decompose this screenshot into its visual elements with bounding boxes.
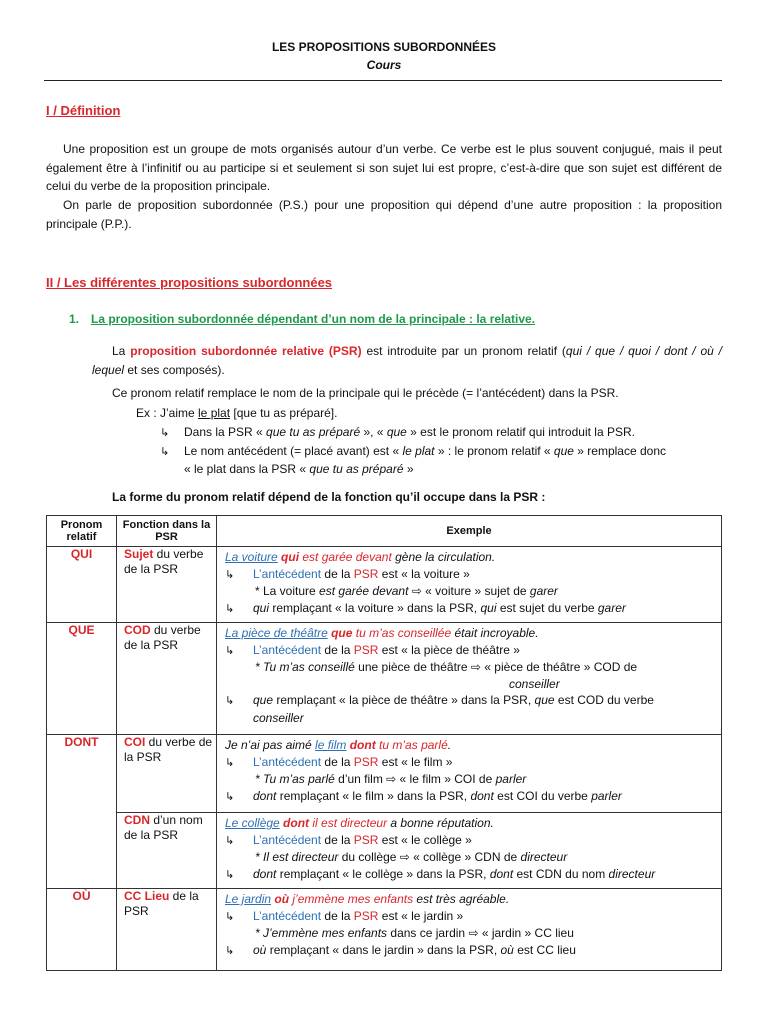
ex-que-l2 [225,642,715,660]
example-bullet-2-cont [184,462,414,476]
cdn-l2a: L’antécédent [253,832,322,847]
ou-l4a: où [253,942,267,957]
que-l4c: que [534,693,555,707]
ex-coi-s2: le film [315,738,347,752]
cdn-l4b: remplaçant « le collège » dans la PSR, [276,866,490,881]
ex-qui-l2 [225,566,715,584]
qui-l2a: L’antécédent [253,566,322,581]
subsection-number: 1. [69,312,80,326]
arrow-icon: ↳ [225,568,235,581]
relative-pronoun-table [46,515,722,971]
ex-que-s1: La pièce de théâtre [225,626,328,640]
ex-ou-l3 [225,925,715,942]
doc-title: LES PROPOSITIONS SUBORDONNÉES [271,40,497,54]
ou-l2a: L’antécédent [253,908,322,923]
coi-l3a: * Tu m’as parlé [255,772,335,786]
fonction-dont-cdn [117,813,217,889]
b2-g: que tu as préparé [309,462,404,476]
forme-sentence: La forme du pronom relatif dépend de la fonction qu’il occupe dans la PSR : [112,490,546,504]
b1-d: que [386,425,407,439]
b2-f: « le plat dans la PSR « [184,462,310,476]
arrow-icon: ↳ [225,910,235,923]
ex-cdn-s3: il est directeur [309,816,388,830]
subsection-1-heading [69,312,535,326]
cdn-l3c: directeur [520,850,568,864]
exemple-dont-coi [217,735,722,813]
exemple-qui [217,547,722,623]
example-text-a: Ex : J’aime [136,406,199,420]
qui-l4b: remplaçant « la voiture » dans la PSR, [269,600,481,615]
fonction-dont-coi [117,735,217,813]
cdn-l4e: directeur [608,866,656,881]
arrow-icon: ↳ [225,756,235,769]
qui-l3d: garer [529,584,558,598]
header-pronom: Pronom relatif [47,516,117,547]
ex-cdn-l2 [225,832,715,850]
fn-cdn-a: CDN [124,813,150,827]
exemple-dont-cdn [217,813,722,889]
cdn-l4d: est CDN du nom [513,866,609,881]
fonction-ou [117,889,217,971]
table-row-ou [47,889,722,971]
fn-qui-a: Sujet [124,547,154,561]
cdn-l3a: * Il est directeur [255,850,339,864]
coi-l2c: PSR [353,754,379,769]
pronom-ou: OÙ [47,889,117,971]
arrow-icon: ↳ [225,868,235,881]
arrow-icon: ↳ [160,427,170,439]
ex-coi-sentence [225,737,715,754]
que-l4a: que [253,693,274,707]
arrow-icon: ↳ [225,695,235,707]
ex-que-l3 [225,659,715,676]
ex-ou-s2: où [271,892,290,906]
antecedent-rule: Ce pronom relatif remplace le nom de la principale qui le précède (= l’antécédent) dans la PSR. [112,386,619,400]
ex-que-s3: tu m’as conseillée [352,626,452,640]
ou-l2d: est « le jardin » [378,908,464,923]
fn-ou-a: CC Lieu [124,889,170,903]
table-row-dont-coi [47,735,722,813]
intro-text-a: La [112,344,131,358]
coi-l4a: dont [253,788,277,803]
ex-ou-s1: Le jardin [225,892,272,906]
intro-text-f: et ses composés). [124,362,225,377]
ex-coi-s3: dont [346,738,376,752]
coi-l4b: remplaçant « le film » dans la PSR, [276,788,471,803]
b1-e: » est le pronom relatif qui introduit la PSR. [406,425,635,439]
cdn-l2b: de la [321,832,354,847]
ex-que-l4 [225,692,715,710]
ex-que-sentence [225,625,715,642]
ex-qui-l4 [225,600,715,618]
ex-coi-s1: Je n’ai pas aimé [225,738,316,752]
exemple-que [217,623,722,735]
fn-ou-b: de la PSR [124,889,199,918]
ex-qui-s4: gène la circulation. [391,550,496,564]
intro-text-c: est introduite par un pronom relatif ( [361,344,566,358]
header-exemple: Exemple [217,516,722,547]
doc-subtitle: Cours [366,58,402,72]
ex-que-l5: conseiller [253,710,304,725]
ex-cdn-s2: dont [279,816,310,830]
arrow-icon: ↳ [225,790,235,803]
cdn-l3b: du collège ⇨ « collège » CDN de [338,850,521,864]
intro-psr-term: proposition subordonnée relative (PSR) [130,344,362,358]
cdn-l4c: dont [489,866,514,881]
example-sentence [136,406,337,420]
arrow-icon: ↳ [160,446,170,458]
b2-h: » [403,462,414,476]
ex-ou-sentence [225,891,715,908]
relative-intro [92,342,722,379]
arrow-icon: ↳ [225,644,235,657]
qui-l3a: * La voiture [255,584,320,598]
fn-qui-b: du verbe de la PSR [124,547,204,576]
b1-c: », « [360,425,387,439]
fn-que-b: du verbe de la PSR [124,623,201,652]
b2-d: que [553,444,574,458]
ex-qui-l3 [225,583,715,600]
cdn-l2c: PSR [353,832,379,847]
coi-l2d: est « le film » [378,754,453,769]
ex-qui-s2: qui [281,550,300,564]
pronom-que: QUE [47,623,117,735]
qui-l2b: de la [321,566,354,581]
qui-l3b: est garée devant [319,584,409,598]
qui-l4d: est sujet du verbe [496,600,598,615]
que-l2c: PSR [353,642,379,657]
ex-cdn-l4 [225,866,715,884]
cdn-l4a: dont [253,866,277,881]
ex-que-s4: était incroyable. [451,626,539,640]
que-l2a: L’antécédent [253,642,322,657]
coi-l3c: parler [495,772,527,786]
example-bullet-2 [160,444,666,458]
coi-l2b: de la [321,754,354,769]
que-l2d: est « la pièce de théâtre » [378,642,520,657]
header-fonction: Fonction dans la PSR [117,516,217,547]
table-row-dont-cdn [47,813,722,889]
b1-b: que tu as préparé [266,425,361,439]
qui-l4c: qui [480,600,497,615]
ex-ou-s3: j’emmène mes enfants [289,892,414,906]
example-bullet-1 [160,425,635,439]
ex-coi-l2 [225,754,715,772]
ex-coi-s4: tu m’as parlé [375,738,448,752]
ou-l3a: * J’emmène mes enfants [255,926,388,940]
ou-l2c: PSR [353,908,379,923]
que-l3a: * Tu m’as conseillé [255,660,355,674]
fonction-que [117,623,217,735]
coi-l4c: dont [470,788,494,803]
que-l4d: est COD du verbe [554,693,654,707]
table-header-row [47,516,722,547]
table-row-qui [47,547,722,623]
qui-l3c: ⇨ « voiture » sujet de [408,584,530,598]
ex-cdn-l3 [225,849,715,866]
cdn-l2d: est « le collège » [378,832,472,847]
ex-coi-s5: . [447,738,452,752]
ou-l4d: est CC lieu [513,942,576,957]
ex-coi-l4 [225,788,715,806]
fn-que-a: COD [124,623,151,637]
ex-ou-l4 [225,942,715,960]
ex-ou-s4: est très agréable. [413,892,510,906]
coi-l2a: L’antécédent [253,754,322,769]
ex-qui-s1: La voiture [225,550,278,564]
pronom-dont: DONT [47,735,117,889]
ex-cdn-s1: Le collège [225,816,280,830]
coi-l4e: parler [591,788,622,803]
intro-pronouns-b: où / lequel [92,344,723,377]
qui-l2d: est « la voiture » [378,566,470,581]
ex-que-s2: que [331,626,353,640]
que-l3b: une pièce de théâtre ⇨ « pièce de théâtre » COD de [354,660,638,674]
b2-e: » remplace donc [573,444,666,458]
coi-l4d: est COI du verbe [493,788,592,803]
ou-l4c: où [500,942,514,957]
b2-a: Le nom antécédent (= placé avant) est « [184,444,403,458]
fn-cdn-b: d’un nom de la PSR [124,813,203,842]
arrow-icon: ↳ [225,834,235,847]
ex-qui-sentence [225,549,715,566]
pronom-qui: QUI [47,547,117,623]
ex-qui-s3: est garée devant [299,550,392,564]
fn-coi-b: du verbe de la PSR [124,735,213,764]
definition-paragraph-2: On parle de proposition subordonnée (P.S.) pour une proposition qui dépend d’une autre proposition : la proposition principale (P.P.). [46,198,722,231]
ou-l2b: de la [321,908,354,923]
ex-ou-l2 [225,908,715,926]
exemple-ou [217,889,722,971]
fn-coi-a: COI [124,735,146,749]
ou-l4b: remplaçant « dans le jardin » dans la PSR, [266,942,501,957]
section-1-heading: I / Définition [46,103,121,118]
fonction-qui [117,547,217,623]
qui-l4e: garer [597,600,626,615]
que-l4b: remplaçant « la pièce de théâtre » dans la PSR, [273,693,535,707]
subsection-title: La proposition subordonnée dépendant d’un nom de la principale : la relative. [91,312,536,326]
qui-l4a: qui [253,600,270,615]
b1-a: Dans la PSR « [184,425,267,439]
ex-cdn-sentence [225,815,715,832]
b2-c: » : le pronom relatif « [434,444,554,458]
ex-cdn-s4: a bonne réputation. [387,816,494,830]
b2-b: le plat [402,444,435,458]
table-row-que [47,623,722,735]
qui-l2c: PSR [353,566,379,581]
que-l2b: de la [321,642,354,657]
arrow-icon: ↳ [225,944,235,957]
example-antecedent: le plat [198,406,231,420]
section-2-heading: II / Les différentes propositions subordonnées [46,275,333,290]
arrow-icon: ↳ [225,602,235,615]
definition-paragraph-1: Une proposition est un groupe de mots organisés autour d’un verbe. Ce verbe est le plus souvent conjugué, mais il peut également être à l’infinitif ou au participe si et seulement si son sujet lui est propre, c’est-à-dire que son sujet est différent de celui du verbe de la proposition principale. [46,142,722,193]
header-rule [44,80,722,81]
ou-l3b: dans ce jardin ⇨ « jardin » CC lieu [387,926,574,940]
ex-coi-l3 [225,771,715,788]
ex-que-l3-cont: conseiller [509,676,560,691]
example-text-c: [que tu as préparé]. [230,406,338,420]
intro-pronouns-a: qui / que / quoi / dont / [565,344,696,358]
coi-l3b: d’un film ⇨ « le film » COI de [334,772,496,786]
